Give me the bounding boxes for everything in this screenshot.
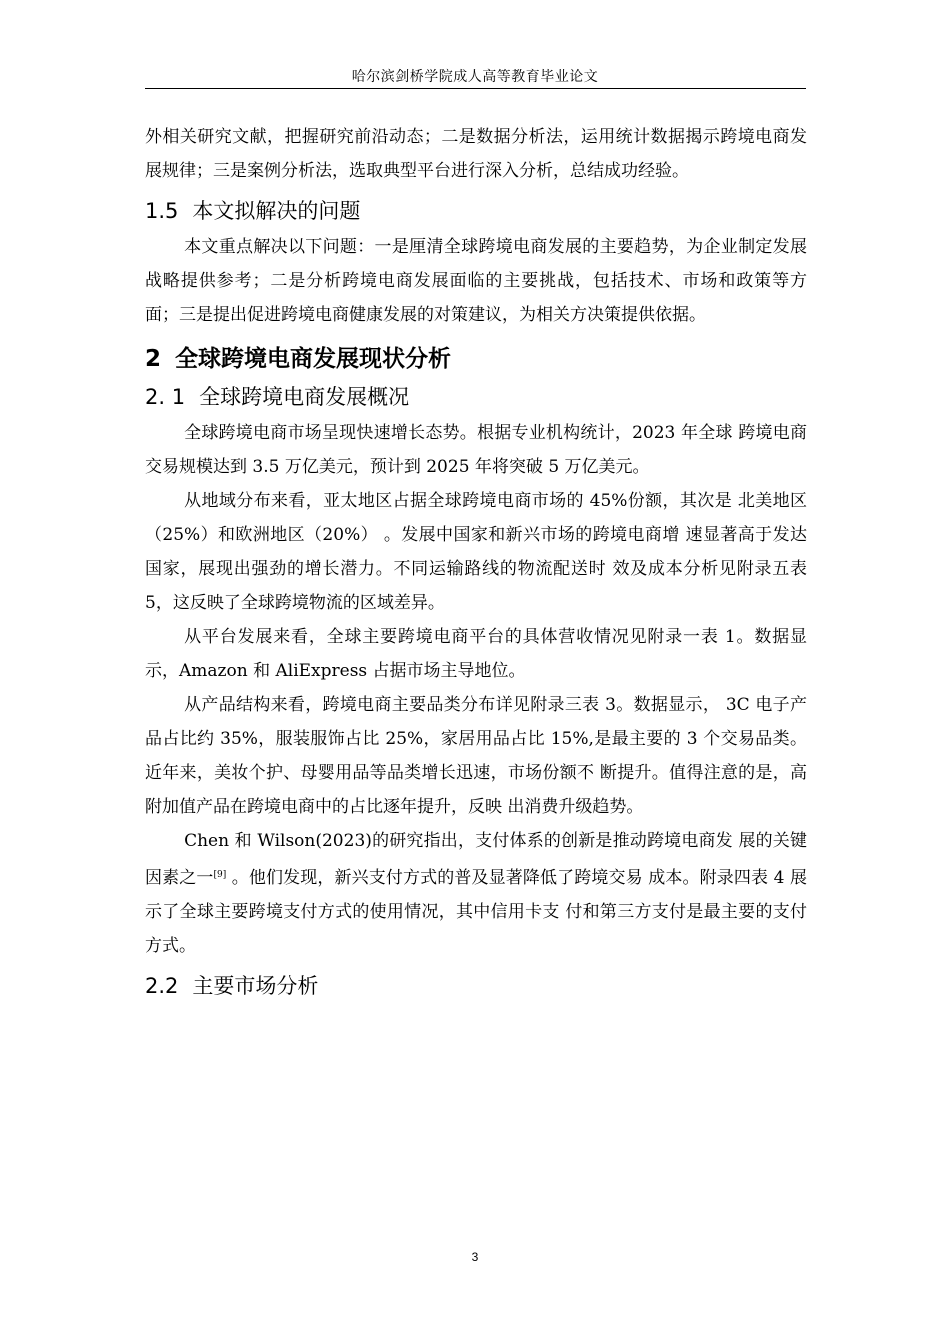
section-number: 2.2 [145,974,179,998]
paragraph-problems: 本文重点解决以下问题：一是厘清全球跨境电商发展的主要趋势，为企业制定发展战略提供参考；二是分析跨境电商发展面临的主要挑战，包括技术、市场和政策等方面；三是提出促进跨境电商健康发展的对策建议，为相关方决策提供依据。 [145,237,807,325]
section-title: 本文拟解决的问题 [192,199,361,223]
page-number: 3 [471,1250,479,1264]
section-heading-2-1 [145,384,807,410]
chapter-title: 全球跨境电商发展现状分析 [175,346,452,372]
chapter-number: 2 [145,346,162,372]
section-title: 主要市场分析 [192,974,319,998]
paragraph-payment-systems [145,824,807,963]
chapter-heading-2 [145,344,807,374]
header-divider [145,88,806,89]
paragraph-market-growth: 全球跨境电商市场呈现快速增长态势。根据专业机构统计，2023 年全球 跨境电商交易规模达到 3.5 万亿美元，预计到 2025 年将突破 5 万亿美元。 [145,423,807,477]
paragraph-text-before-citation: Chen 和 Wilson(2023)的研究指出，支付体系的创新是推动跨境电商发 展的关键因素之一 [145,831,807,888]
citation-reference: [9] [213,870,227,880]
page-header-title: 哈尔滨剑桥学院成人高等教育毕业论文 [351,69,599,85]
paragraph-methods-continued: 外相关研究文献，把握研究前沿动态；二是数据分析法，运用统计数据揭示跨境电商发展规律；三是案例分析法，选取典型平台进行深入分析，总结成功经验。 [145,127,807,181]
section-heading-1-5 [145,198,807,224]
paragraph-text-after-citation: 。他们发现，新兴支付方式的普及显著降低了跨境交易 成本。附录四表 4 展示了全球主要跨境支付方式的使用情况，其中信用卡支 付和第三方支付是最主要的支付方式。 [145,868,807,956]
paragraph-product-structure: 从产品结构来看，跨境电商主要品类分布详见附录三表 3。数据显示， 3C 电子产品占比约 35%，服装服饰占比 25%，家居用品占比 15%,是最主要的 3 个交易品类。近年来，美妆个护、母婴用品等品类增长迅速，市场份额不 断提升。值得注意的是，高附加值产品在跨境电商中的占比逐年提升，反映 出消费升级趋势。 [145,695,807,817]
section-number: 2. 1 [145,385,186,409]
section-heading-2-2 [145,973,807,999]
paragraph-regional-distribution: 从地域分布来看，亚太地区占据全球跨境电商市场的 45%份额，其次是 北美地区（25%）和欧洲地区（20%） 。发展中国家和新兴市场的跨境电商增 速显著高于发达国家，展现出强劲的增长潜力。不同运输路线的物流配送时 效及成本分析见附录五表 5，这反映了全球跨境物流的区域差异。 [145,491,807,613]
paragraph-platform-development: 从平台发展来看，全球主要跨境电商平台的具体营收情况见附录一表 1。数据显示，Amazon 和 AliExpress 占据市场主导地位。 [145,627,807,681]
document-body [145,120,807,1005]
section-number: 1.5 [145,199,179,223]
section-title: 全球跨境电商发展概况 [199,385,410,409]
